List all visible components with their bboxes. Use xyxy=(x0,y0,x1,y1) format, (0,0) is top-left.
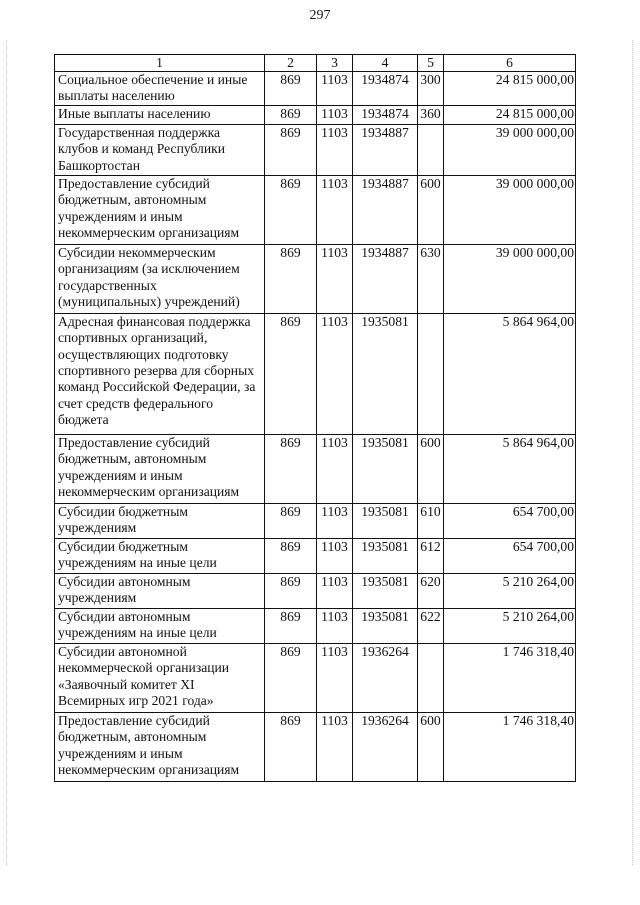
row-expense-type: 360 xyxy=(418,105,444,124)
header-row xyxy=(55,55,576,72)
right-scan-edge xyxy=(632,40,634,865)
row-amount: 24 815 000,00 xyxy=(444,105,576,124)
row-expense-type xyxy=(418,643,444,712)
row-section-code: 1103 xyxy=(317,712,353,781)
header-col-2: 2 xyxy=(265,55,317,72)
table-row xyxy=(55,712,576,781)
row-expense-type xyxy=(418,124,444,175)
header-col-6: 6 xyxy=(444,55,576,72)
row-article-code: 1935081 xyxy=(353,573,418,608)
row-admin-code: 869 xyxy=(265,643,317,712)
row-expense-type: 630 xyxy=(418,244,444,313)
table-header xyxy=(55,55,576,72)
row-amount: 1 746 318,40 xyxy=(444,712,576,781)
row-expense-type: 600 xyxy=(418,712,444,781)
row-name: Субсидии автономным учреждениям xyxy=(55,573,265,608)
row-expense-type: 600 xyxy=(418,175,444,244)
row-admin-code: 869 xyxy=(265,244,317,313)
row-amount: 654 700,00 xyxy=(444,538,576,573)
table-row xyxy=(55,175,576,244)
table-body xyxy=(55,72,576,782)
row-admin-code: 869 xyxy=(265,503,317,538)
table-row xyxy=(55,643,576,712)
row-expense-type: 600 xyxy=(418,434,444,503)
header-col-3: 3 xyxy=(317,55,353,72)
row-amount: 39 000 000,00 xyxy=(444,124,576,175)
row-expense-type: 620 xyxy=(418,573,444,608)
row-article-code: 1934887 xyxy=(353,124,418,175)
row-expense-type xyxy=(418,313,444,434)
row-section-code: 1103 xyxy=(317,105,353,124)
row-section-code: 1103 xyxy=(317,313,353,434)
row-article-code: 1934874 xyxy=(353,72,418,106)
row-admin-code: 869 xyxy=(265,175,317,244)
row-expense-type: 622 xyxy=(418,608,444,643)
row-name: Адресная финансовая поддержка спортивных организаций, осуществляющих подготовку спортивного резерва для сборных команд Российской Федерации, за счет средств федерального бюджета xyxy=(55,313,265,434)
row-section-code: 1103 xyxy=(317,573,353,608)
table-row xyxy=(55,503,576,538)
left-scan-edge xyxy=(6,40,8,865)
row-article-code: 1935081 xyxy=(353,313,418,434)
row-section-code: 1103 xyxy=(317,538,353,573)
header-col-5: 5 xyxy=(418,55,444,72)
budget-table xyxy=(54,54,576,782)
table-row xyxy=(55,608,576,643)
row-admin-code: 869 xyxy=(265,313,317,434)
row-expense-type: 610 xyxy=(418,503,444,538)
row-admin-code: 869 xyxy=(265,608,317,643)
row-section-code: 1103 xyxy=(317,244,353,313)
row-section-code: 1103 xyxy=(317,608,353,643)
row-article-code: 1936264 xyxy=(353,643,418,712)
row-amount: 5 210 264,00 xyxy=(444,573,576,608)
row-section-code: 1103 xyxy=(317,72,353,106)
row-name: Предоставление субсидий бюджетным, автономным учреждениям и иным некоммерческим организациям xyxy=(55,434,265,503)
table-row xyxy=(55,72,576,106)
table-row xyxy=(55,105,576,124)
row-admin-code: 869 xyxy=(265,573,317,608)
row-name: Субсидии автономным учреждениям на иные цели xyxy=(55,608,265,643)
row-article-code: 1935081 xyxy=(353,503,418,538)
row-article-code: 1935081 xyxy=(353,434,418,503)
row-amount: 5 864 964,00 xyxy=(444,313,576,434)
row-section-code: 1103 xyxy=(317,175,353,244)
row-article-code: 1934887 xyxy=(353,175,418,244)
table-row xyxy=(55,244,576,313)
row-name: Государственная поддержка клубов и команд Республики Башкортостан xyxy=(55,124,265,175)
table-row xyxy=(55,538,576,573)
row-amount: 5 864 964,00 xyxy=(444,434,576,503)
row-name: Предоставление субсидий бюджетным, автономным учреждениям и иным некоммерческим организациям xyxy=(55,712,265,781)
row-section-code: 1103 xyxy=(317,124,353,175)
row-admin-code: 869 xyxy=(265,124,317,175)
row-admin-code: 869 xyxy=(265,712,317,781)
row-amount: 654 700,00 xyxy=(444,503,576,538)
row-name: Предоставление субсидий бюджетным, автономным учреждениям и иным некоммерческим организациям xyxy=(55,175,265,244)
row-amount: 39 000 000,00 xyxy=(444,175,576,244)
row-section-code: 1103 xyxy=(317,503,353,538)
page-number: 297 xyxy=(309,8,331,23)
row-amount: 5 210 264,00 xyxy=(444,608,576,643)
header-col-4: 4 xyxy=(353,55,418,72)
row-expense-type: 300 xyxy=(418,72,444,106)
table-row xyxy=(55,573,576,608)
row-name: Субсидии автономной некоммерческой организации «Заявочный комитет XI Всемирных игр 2021 года» xyxy=(55,643,265,712)
table-row xyxy=(55,124,576,175)
row-expense-type: 612 xyxy=(418,538,444,573)
row-amount: 1 746 318,40 xyxy=(444,643,576,712)
row-section-code: 1103 xyxy=(317,434,353,503)
row-amount: 39 000 000,00 xyxy=(444,244,576,313)
header-col-1: 1 xyxy=(55,55,265,72)
row-article-code: 1934874 xyxy=(353,105,418,124)
row-amount: 24 815 000,00 xyxy=(444,72,576,106)
row-name: Субсидии некоммерческим организациям (за исключением государственных (муниципальных) учреждений) xyxy=(55,244,265,313)
row-name: Социальное обеспечение и иные выплаты населению xyxy=(55,72,265,106)
row-article-code: 1934887 xyxy=(353,244,418,313)
row-admin-code: 869 xyxy=(265,538,317,573)
row-name: Субсидии бюджетным учреждениям xyxy=(55,503,265,538)
row-section-code: 1103 xyxy=(317,643,353,712)
row-article-code: 1936264 xyxy=(353,712,418,781)
table-row xyxy=(55,313,576,434)
row-admin-code: 869 xyxy=(265,434,317,503)
table-row xyxy=(55,434,576,503)
row-name: Иные выплаты населению xyxy=(55,105,265,124)
row-article-code: 1935081 xyxy=(353,538,418,573)
row-admin-code: 869 xyxy=(265,105,317,124)
row-admin-code: 869 xyxy=(265,72,317,106)
row-name: Субсидии бюджетным учреждениям на иные цели xyxy=(55,538,265,573)
row-article-code: 1935081 xyxy=(353,608,418,643)
